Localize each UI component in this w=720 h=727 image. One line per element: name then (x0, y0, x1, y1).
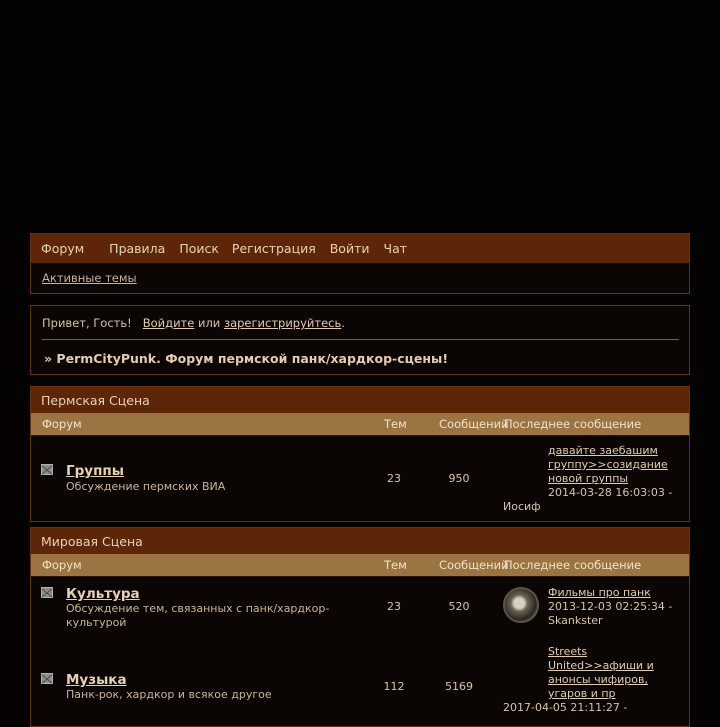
col-last-post: Последнее сообщение (504, 558, 642, 572)
divider (42, 339, 679, 340)
main-navigation (30, 233, 690, 294)
nav-submenu (31, 263, 689, 293)
active-topics-link[interactable]: Активные темы (42, 271, 137, 285)
nav-rules[interactable]: Правила (109, 241, 166, 256)
col-forum: Форум (42, 558, 82, 572)
forum-row (31, 637, 689, 727)
forum-name-link[interactable]: Культура (66, 586, 140, 602)
or-text: или (197, 316, 221, 330)
col-topics: Тем (384, 558, 407, 572)
category-perm-scene (30, 386, 690, 522)
category-world-scene (30, 527, 690, 727)
last-post-author[interactable]: Skankster (548, 614, 603, 627)
forum-description: Панк-рок, хардкор и всякое другое (66, 688, 272, 701)
nav-register[interactable]: Регистрация (231, 241, 316, 256)
period-text: . (341, 316, 345, 330)
forum-name-link[interactable]: Группы (66, 463, 124, 479)
forum-status-icon (41, 464, 53, 475)
forum-name-link[interactable]: Музыка (66, 672, 127, 688)
forum-row (31, 576, 689, 637)
col-forum: Форум (42, 417, 82, 431)
posts-count: 520 (448, 600, 470, 613)
welcome-box (30, 305, 690, 375)
nav-chat[interactable]: Чат (383, 241, 408, 256)
forum-title: » PermCityPunk. Форум пермской панк/хардкор-сцены! (44, 351, 449, 366)
last-post-info (548, 586, 678, 628)
forum-row (31, 435, 689, 522)
posts-count: 950 (448, 472, 470, 485)
col-posts: Сообщений (439, 417, 509, 431)
last-post-date: 2013-12-03 02:25:34 - (548, 600, 673, 613)
forum-status-icon (41, 673, 53, 684)
col-posts: Сообщений (439, 558, 509, 572)
nav-forum[interactable]: Форум (41, 241, 85, 256)
nav-menu-bar (31, 234, 689, 263)
forum-description: Обсуждение пермских ВИА (66, 480, 226, 493)
posts-count: 5169 (445, 680, 473, 693)
last-post-date: 2014-03-28 16:03:03 - (548, 486, 673, 499)
col-last-post: Последнее сообщение (504, 417, 642, 431)
nav-search[interactable]: Поиск (179, 241, 219, 256)
last-post-date: 2017-04-05 21:11:27 - (503, 701, 628, 714)
last-post-link[interactable]: давайте заебашим группу>>созидание новой группы (548, 444, 668, 485)
greeting-text: Привет, Гость! (42, 316, 132, 330)
last-post-link[interactable]: Streets United>>афиши и анонсы чифиров, угаров и пр (548, 645, 654, 700)
forum-description: Обсуждение тем, связанных с панк/хардкор-культурой (66, 602, 330, 629)
register-link[interactable]: зарегистрируйтесь (223, 316, 342, 330)
topics-count: 23 (387, 600, 401, 613)
forum-status-icon (41, 587, 53, 598)
nav-login[interactable]: Войти (329, 241, 370, 256)
last-post-info (548, 444, 678, 500)
topics-count: 23 (387, 472, 401, 485)
column-header (31, 413, 689, 435)
category-title[interactable]: Пермская Сцена (31, 387, 689, 413)
last-post-link[interactable]: Фильмы про панк (548, 586, 651, 599)
col-topics: Тем (384, 417, 407, 431)
column-header (31, 554, 689, 576)
topics-count: 112 (383, 680, 405, 693)
login-link[interactable]: Войдите (142, 316, 195, 330)
last-post-info (548, 645, 678, 701)
greeting-line (42, 316, 345, 330)
user-avatar[interactable] (503, 587, 539, 623)
last-post-author[interactable]: Иосиф (503, 500, 541, 513)
category-title[interactable]: Мировая Сцена (31, 528, 689, 554)
